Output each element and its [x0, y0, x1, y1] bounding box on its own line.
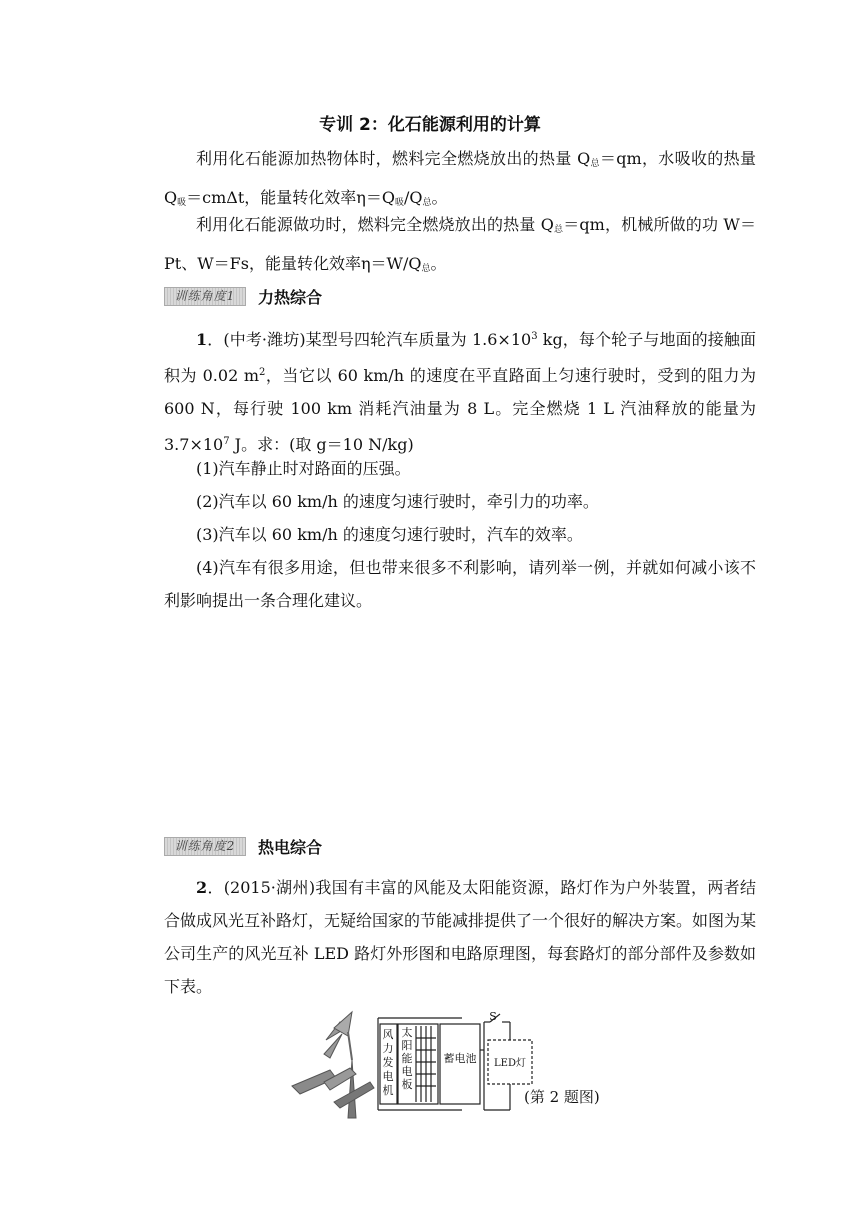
superscript: 7: [223, 436, 230, 447]
subscript: 吸: [177, 198, 187, 208]
text: ，当它以 60 km/h 的速度在平直路面上匀速行驶时，受到的阻力为 600 N，每行驶 100 km 消耗汽油量为 8 L。完全燃烧 1 L 汽油释放的能量为 3.7×10: [164, 366, 756, 454]
question-number: 2: [196, 878, 208, 897]
subscript: 总: [422, 198, 432, 208]
question-1-part-4: (4)汽车有很多用途，但也带来很多不利影响，请列举一例，并就如何减小该不利影响提出一条合理化建议。: [164, 558, 756, 610]
text: ＝cmΔt，能量转化效率η＝Q: [186, 188, 395, 207]
section-title: 力热综合: [258, 288, 323, 307]
battery-label: 蓄电池: [443, 1052, 477, 1065]
question-2-stem: [164, 871, 756, 1003]
text: kg，每个轮子与地面的接触面积为 0.02 m: [164, 330, 756, 385]
text: ＝qm，机械所做的功 W＝Pt、W＝Fs，能量转化效率η＝W/Q: [164, 215, 756, 273]
section-tag: 训练角度1: [164, 287, 246, 306]
text: 利用化石能源加热物体时，燃料完全燃烧放出的热量 Q: [196, 149, 591, 168]
intro-paragraph-2: [164, 208, 756, 286]
page-title: 专训 2：化石能源利用的计算: [319, 115, 541, 135]
question-1-part-3: (3)汽车以 60 km/h 的速度匀速行驶时，汽车的效率。: [196, 525, 583, 544]
question-1-stem: [164, 320, 756, 461]
section-heading-2: [164, 835, 322, 858]
superscript: 2: [259, 367, 266, 378]
solar-panel-label: 太阳能电板: [401, 1026, 413, 1091]
text: 利用化石能源做功时，燃料完全燃烧放出的热量 Q: [196, 215, 554, 234]
question-1-part-2: (2)汽车以 60 km/h 的速度匀速行驶时，牵引力的功率。: [196, 492, 599, 511]
switch-label: S: [489, 1010, 497, 1023]
text: 。: [431, 188, 448, 207]
text: ＝qm，水吸收的热量 Q: [164, 149, 756, 207]
figure-caption: (第 2 题图): [524, 1088, 600, 1106]
section-tag: 训练角度2: [164, 837, 246, 856]
section-title: 热电综合: [258, 838, 323, 857]
text: 。: [430, 254, 447, 273]
text: ．(2015·湖州)我国有丰富的风能及太阳能资源，路灯作为户外装置，两者结合做成风光互补路灯，无疑给国家的节能减排提供了一个很好的解决方案。如图为某公司生产的风光互补 LED 路灯外形图和电路原理图，每套路灯的部分部件及参数如下表。: [164, 878, 757, 996]
superscript: 3: [531, 331, 538, 342]
section-heading-1: [164, 285, 322, 308]
subscript: 总: [421, 264, 431, 274]
question-1-part-1: (1)汽车静止时对路面的压强。: [196, 459, 411, 478]
subscript: 吸: [394, 198, 404, 208]
generator-label: 风力发电机: [382, 1028, 394, 1097]
led-label: LED灯: [494, 1058, 526, 1069]
text: ．(中考·潍坊)某型号四轮汽车质量为 1.6×10: [207, 330, 532, 349]
subscript: 总: [553, 225, 564, 235]
text: J。求：(取 g＝10 N/kg): [229, 435, 414, 454]
text: /Q: [403, 188, 423, 207]
street-light-illustration: [292, 1012, 374, 1118]
question-number: 1: [196, 330, 208, 349]
subscript: 总: [590, 159, 600, 169]
